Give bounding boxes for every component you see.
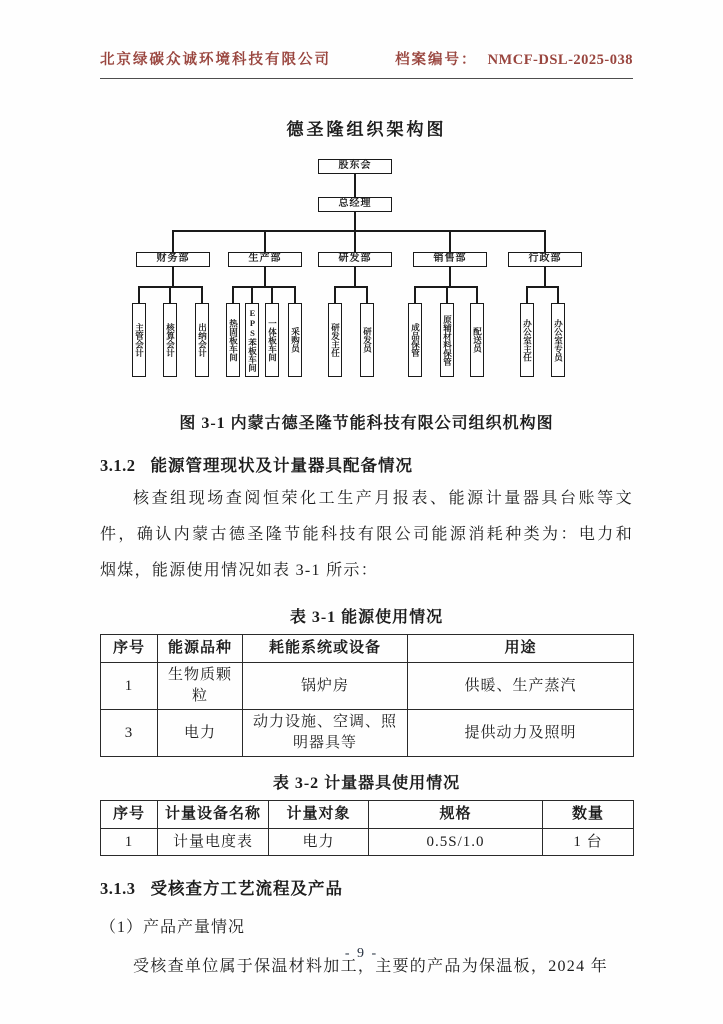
table-cell: 3 [101,710,158,757]
figure-caption: 图 3-1 内蒙古德圣隆节能科技有限公司组织机构图 [179,415,554,432]
org-leaf-delivery-staff: 配送员 [470,303,484,377]
column-header: 用途 [408,635,634,663]
column-header: 规格 [369,801,543,829]
org-chart [95,144,635,386]
column-header: 耗能系统或设备 [243,635,408,663]
table-cell: 1 台 [543,829,634,856]
connector [354,174,356,197]
connector [172,267,174,286]
archive-number: NMCF-DSL-2025-038 [487,52,633,68]
org-node-dept-sales: 销售部 [413,252,487,267]
connector [526,286,528,303]
table-row [101,710,634,757]
section-number: 3.1.3 [100,879,136,898]
connector [544,230,546,252]
paragraph-line: 件，确认内蒙古德圣隆节能科技有限公司能源消耗种类为：电力和 [100,526,633,543]
table-cell: 供暖、生产蒸汽 [408,663,634,710]
table-row [101,829,634,856]
org-node-shareholders: 股东会 [318,159,392,174]
org-node-dept-production: 生产部 [228,252,302,267]
column-header: 能源品种 [158,635,243,663]
connector [557,286,559,303]
table-3-2-title: 表 3-2 计量器具使用情况 [272,775,461,792]
paragraph-line: 核查组现场查阅恒荣化工生产月报表、能源计量器具台账等文 [133,490,633,507]
table-cell: 1 [101,663,158,710]
connector [138,286,140,303]
org-leaf-chief-accountant: 主管会计 [132,303,146,377]
connector [449,230,451,252]
connector [232,286,296,288]
connector [172,230,174,252]
header-company-name: 北京绿碳众诚环境科技有限公司 [100,52,331,68]
table-cell: 0.5S/1.0 [369,829,543,856]
table-row [101,663,634,710]
table-3-1-title: 表 3-1 能源使用情况 [289,609,444,626]
connector [172,230,546,232]
column-header: 数量 [543,801,634,829]
table-cell: 计量电度表 [158,829,269,856]
connector [294,286,296,303]
connector [334,286,368,288]
connector [446,286,448,303]
connector [251,286,253,303]
org-node-dept-finance: 财务部 [136,252,210,267]
page-number: - 9 - [344,946,379,961]
connector [334,286,336,303]
paragraph-line: 受核查单位属于保温材料加工，主要的产品为保温板，2024 年 [133,958,609,975]
org-leaf-office-director: 办公室主任 [520,303,534,377]
connector [169,286,171,303]
table-cell: 生物质颗粒 [158,663,243,710]
table-cell: 电力 [269,829,369,856]
paragraph-line: 烟煤，能源使用情况如表 3-1 所示： [100,562,379,579]
section-title: 能源管理现状及计量器具配备情况 [150,456,413,475]
table-metering-devices [100,800,634,856]
connector [232,286,234,303]
connector [526,286,559,288]
archive-label: 档案编号： [395,52,478,68]
org-leaf-raw-material-keeper: 原辅材料保管 [440,303,454,377]
section-heading-3-1-2 [100,452,633,476]
table-cell: 动力设施、空调、照明器具等 [243,710,408,757]
section-title: 受核查方工艺流程及产品 [150,879,343,898]
section-number: 3.1.2 [100,456,136,475]
connector [354,230,356,252]
table-header-row [101,801,634,829]
column-header: 序号 [101,635,158,663]
connector [354,212,356,230]
table-header-row [101,635,634,663]
table-cell: 1 [101,829,158,856]
table-cell: 电力 [158,710,243,757]
org-leaf-thermoset-workshop: 热固板车间 [226,303,240,377]
org-node-dept-rnd: 研发部 [318,252,392,267]
table-energy-usage [100,634,634,757]
column-header: 序号 [101,801,158,829]
connector [476,286,478,303]
column-header: 计量设备名称 [158,801,269,829]
org-leaf-cashier: 出纳会计 [195,303,209,377]
connector [366,286,368,303]
org-node-dept-admin: 行政部 [508,252,582,267]
org-leaf-finished-goods-keeper: 成品保管 [408,303,422,377]
org-leaf-purchaser: 采购员 [288,303,302,377]
org-chart-title: 德圣隆组织架构图 [286,120,447,139]
paragraph-energy-review [100,481,633,589]
connector [271,286,273,303]
connector [264,230,266,252]
section-heading-3-1-3 [100,875,633,899]
list-item-product-output: （1）产品产量情况 [100,919,246,936]
org-leaf-eps-workshop: EPS苯板车间 [245,303,259,377]
header-archive [395,48,633,69]
page-content [100,0,633,985]
page-header [100,0,633,79]
org-leaf-integrated-board-workshop: 一体板车间 [265,303,279,377]
connector [201,286,203,303]
org-leaf-accounting: 核算会计 [163,303,177,377]
table-cell: 提供动力及照明 [408,710,634,757]
connector [354,267,356,286]
org-leaf-rnd-director: 研发主任 [328,303,342,377]
org-leaf-office-clerk: 办公室专员 [551,303,565,377]
org-node-general-manager: 总经理 [318,197,392,212]
table-cell: 锅炉房 [243,663,408,710]
column-header: 计量对象 [269,801,369,829]
connector [264,267,266,286]
connector [449,267,451,286]
connector [544,267,546,286]
org-leaf-rnd-staff: 研发员 [360,303,374,377]
connector [414,286,416,303]
